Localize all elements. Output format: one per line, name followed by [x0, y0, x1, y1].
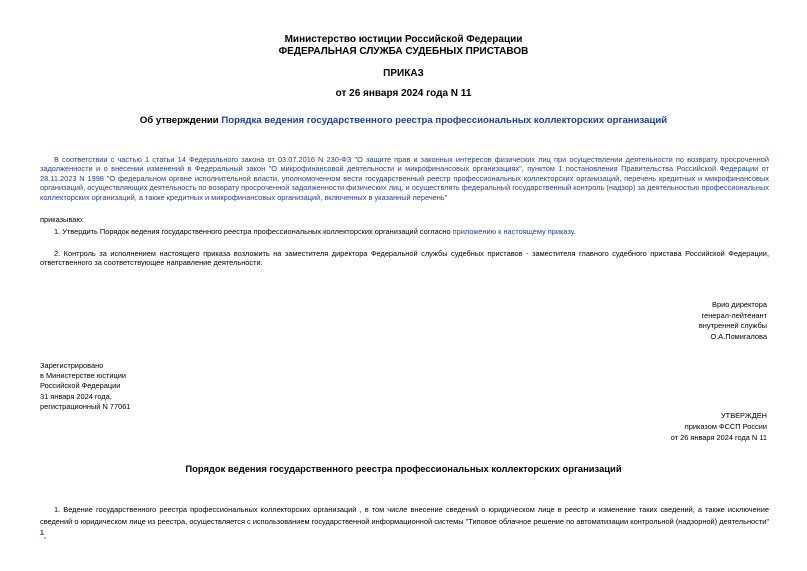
registration-block: [40, 361, 130, 412]
procedure-paragraph-1-text: 1. Ведение государственного реестра профессиональных коллекторских организаций , в том числе внесение сведений о юридическом лице в реестр и изменение таких сведений, а также исключение сведений о юридическом лице из реестра, осуществляется с использованием государственной информационной системы "Типовое облачное решение по автоматизации контрольной (надзорной) деятельности": [40, 505, 769, 526]
doc-title: [0, 115, 807, 126]
signature-block: [699, 300, 767, 342]
registration-line-3: Российской Федерации: [40, 381, 121, 391]
preamble-paragraph[interactable]: В соответствии с частью 1 статьи 14 Федерального закона от 03.07.2016 N 230-ФЗ "О защите прав и законных интересов физических лиц при осуществлении деятельности по возврату просроченной задолженности и о внесении изменений в Федеральный закон "О микрофинансовой деятельности и микрофинансовых организациях", пунктом 1 постановления Правительства Российской Федерации от 28.11.2023 N 1998 "О федеральном органе исполнительной власти, уполномоченном вести государственный реестр профессиональных коллекторских организаций, перечень кредитных и микрофинансовых организаций, осуществляющих деятельность по возврату просроченной задолженности физических лиц, и осуществлять федеральный государственный контроль (надзор) за деятельностью профессиональных коллекторских организаций, а также кредитных и микрофинансовых организаций, включенных в указанный перечень": [40, 155, 769, 202]
ministry-name: Министерство юстиции Российской Федерации: [284, 34, 523, 45]
appendix-link[interactable]: приложению к настоящему приказу: [452, 227, 574, 236]
doc-type: ПРИКАЗ: [383, 68, 424, 79]
item-2: 2. Контроль за исполнением настоящего приказа возложить на заместителя директора Федеральной службы судебных приставов - заместителя главного судебного пристава Российской Федерации, ответственного за соответствующее направление деятельности.: [40, 249, 769, 268]
item-1: [54, 227, 576, 236]
approved-line-1: УТВЕРЖДЕН: [720, 411, 767, 420]
doc-title-prefix: Об утверждении: [139, 115, 222, 126]
registration-line-1: Зарегистрировано: [40, 361, 104, 370]
item-1-end: .: [573, 227, 576, 236]
procedure-paragraph-1: 1. Ведение государственного реестра профессиональных коллекторских организаций , в том числе внесение сведений о юридическом лице в реестр и изменение таких сведений, а также исключение сведений о юридическом лице из реестра, осуществляется с использованием государственной информационной системы "Типовое облачное решение по автоматизации контрольной (надзорной) деятельности" $^1$.: [40, 505, 769, 541]
footnote-1-link[interactable]: 1: [40, 530, 44, 537]
approved-line-3: от 26 января 2024 года N 11: [670, 432, 767, 442]
order-word: приказываю:: [40, 215, 84, 224]
procedure-title: Порядок ведения государственного реестра профессиональных коллекторских организаций: [185, 463, 622, 474]
item-1-text: 1. Утвердить Порядок ведения государственного реестра профессиональных коллекторских организаций согласно: [54, 227, 453, 236]
service-name: ФЕДЕРАЛЬНАЯ СЛУЖБА СУДЕБНЫХ ПРИСТАВОВ: [278, 46, 529, 57]
signature-line-1: Врио директора: [712, 300, 767, 309]
registration-line-2: в Министерстве юстиции: [40, 371, 127, 381]
signature-name: О.А.Помигалова: [710, 331, 767, 341]
approved-block: [671, 411, 767, 443]
registration-line-4: 31 января 2024 года,: [40, 391, 112, 401]
signature-line-2: генерал-лейтенант: [701, 310, 767, 320]
doc-title-link[interactable]: Порядка ведения государственного реестра профессиональных коллекторских организаций: [221, 115, 668, 126]
doc-date-number: от 26 января 2024 года N 11: [335, 88, 472, 99]
approved-line-2: приказом ФССП России: [684, 421, 767, 431]
signature-line-3: внутренней службы: [698, 321, 767, 331]
registration-number: регистрационный N 77061: [40, 401, 131, 411]
